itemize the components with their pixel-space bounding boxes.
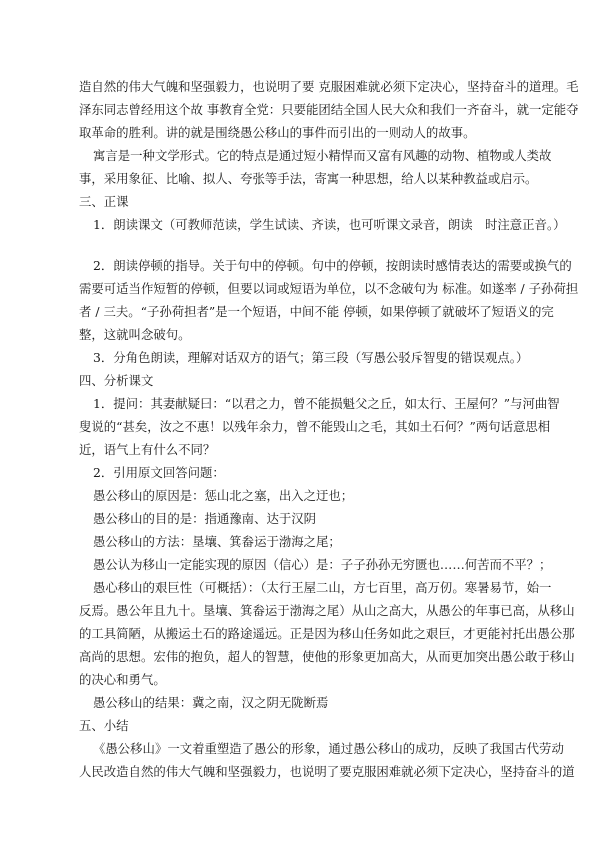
text-line: 反焉。愚公年且九十。垦壤、箕畚运于渤海之尾）从山之高大，从愚公的年事已高，从移山 xyxy=(79,603,575,618)
text-line: 寓言是一种文学形式。它的特点是通过短小精悍而又富有风趣的动物、植物或人类故 xyxy=(93,148,552,163)
text-line: 愚公移山的方法：垦壤、箕畚运于渤海之尾； xyxy=(93,534,341,549)
text-line: 1．提问：其妻献疑曰：“以君之力，曾不能损魁父之丘，如太行、王屋何？”与河曲智 xyxy=(93,396,560,411)
text-line: 愚公移山的结果：冀之南，汉之阴无陇断焉 xyxy=(93,695,329,710)
text-line: 1．朗读课文（可教师范读，学生试读、齐读，也可听课文录音，朗读 时注意正音。） xyxy=(93,217,566,232)
text-line: 愚公移山的原因是：惩山北之塞，出入之迂也； xyxy=(93,488,354,503)
text-line: 事，采用象征、比喻、拟人、夸张等手法，寄寓一种思想，给人以某种教益或启示。 xyxy=(79,171,538,186)
text-line: 人民改造自然的伟大气魄和坚强毅力，也说明了要克服困难就必须下定决心，坚持奋斗的道 xyxy=(79,764,575,779)
text-line: 愚公移山的目的是：指通豫南、达于汉阴 xyxy=(93,511,317,526)
text-line: 3．分角色朗读，理解对话双方的语气；第三段（写愚公驳斥智叟的错误观点。） xyxy=(93,350,529,365)
text-line: 愚公认为移山一定能实现的原因（信心）是：子子孙孙无穷匮也……何苦而不平？； xyxy=(93,557,552,572)
text-line: 《愚公移山》一文着重塑造了愚公的形象，通过愚公移山的成功，反映了我国古代劳动 xyxy=(93,741,564,756)
text-line: 高尚的思想。宏伟的抱负，超人的智慧，使他的形象更加高大，从而更加突出愚公敢于移山 xyxy=(79,649,575,664)
text-line: 的工具简陋，从搬运土石的路途遥远。正是因为移山任务如此之艰巨，才更能衬托出愚公那 xyxy=(79,626,575,641)
text-line: 的决心和勇气。 xyxy=(79,672,166,687)
document-body xyxy=(79,75,579,783)
text-line: 者 / 三夫。“子孙荷担者”是一个短语，中间不能 停顿，如果停顿了就破坏了短语义的完 xyxy=(79,304,554,319)
text-line: 叟说的“甚矣，汝之不惠！以残年余力，曾不能毁山之毛，其如土石何？”两句话意思相 xyxy=(79,419,551,434)
text-line: 五、小结 xyxy=(79,718,129,733)
text-line: 2．引用原文回答问题： xyxy=(93,465,225,480)
blank-line xyxy=(79,236,519,254)
text-line: 近，语气上有什么不同？ xyxy=(79,442,216,457)
text-line: 三、正课 xyxy=(79,194,129,209)
text-line: 整，这就叫念破句。 xyxy=(79,327,191,342)
text-line: 造自然的伟大气魄和坚强毅力，也说明了要 克服困难就必须下定决心，坚持奋斗的道理。毛 xyxy=(79,79,579,94)
text-line: 2．朗读停顿的指导。关于句中的停顿。句中的停顿，按朗读时感情表达的需要或换气的 xyxy=(93,258,572,273)
text-line: 四、分析课文 xyxy=(79,373,154,388)
text-line: 愚心移山的艰巨性（可概括）：（太行王屋二山，方七百里，高万仞。寒暑易节，始一 xyxy=(93,580,552,595)
text-line: 泽东同志曾经用这个故 事教育全党：只要能团结全国人民大众和我们一齐奋斗，就一定能夺 xyxy=(79,102,579,117)
text-line: 需要可适当作短暂的停顿，但要以词或短语为单位，以不念破句为 标准。如遂率 / 子孙荷担 xyxy=(79,281,579,296)
text-line: 取革命的胜利。讲的就是围绕愚公移山的事件而引出的一则动人的故事。 xyxy=(79,125,476,140)
